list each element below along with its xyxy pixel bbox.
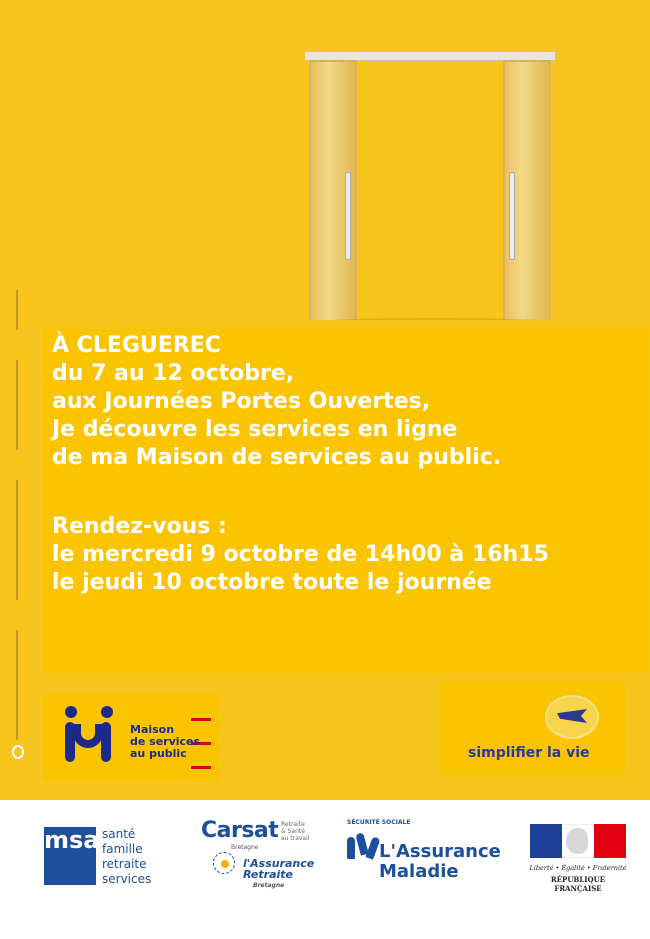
appointments-title: Rendez-vous :: [52, 514, 227, 539]
msa-word: retraite: [102, 857, 147, 871]
la-poste-bird-icon: [545, 695, 599, 739]
partner-logos-footer: [0, 800, 650, 939]
carsat-sub-1: Retraite: [281, 821, 305, 828]
open-doors-illustration: [305, 52, 565, 327]
side-text-line: [16, 480, 18, 600]
right-door-handle: [509, 172, 515, 260]
appointments: [52, 513, 549, 597]
am-retraite-2: Retraite: [243, 868, 293, 881]
msap-people-icon: [63, 704, 119, 768]
event-name: aux Journées Portes Ouvertes,: [52, 389, 431, 414]
am-line-2: Maladie: [379, 861, 459, 882]
french-flag-icon: [530, 824, 626, 858]
side-text-line: [16, 630, 18, 740]
msa-logo: [44, 827, 164, 887]
msap-line-2: de services: [130, 735, 201, 748]
side-text-line: [16, 290, 18, 330]
flag-red: [594, 824, 626, 858]
side-text-line: [16, 360, 18, 450]
msa-word: santé: [102, 827, 136, 841]
flag-line-red: [191, 766, 211, 769]
msa-words: [102, 827, 151, 887]
carsat-region: Bretagne: [231, 844, 259, 851]
msap-bar-center: [73, 724, 103, 748]
am-retraite-1: l'Assurance: [243, 857, 315, 870]
msap-logo: [43, 694, 219, 781]
carsat-subtitle: [281, 821, 309, 842]
event-location: À CLEGUEREC: [52, 333, 221, 358]
msap-head-left: [65, 706, 77, 718]
event-dates: du 7 au 12 octobre,: [52, 361, 295, 386]
carsat-sub-2: & Santé: [281, 828, 305, 835]
am-line-1: L'Assurance: [379, 841, 501, 862]
left-door-handle: [345, 172, 351, 260]
event-details: [52, 332, 501, 472]
side-legal-text: [14, 280, 26, 800]
carsat-sub-3: au travail: [281, 835, 310, 842]
right-door: [503, 60, 551, 322]
bird-shape: [557, 709, 587, 723]
event-text-panel: [43, 328, 649, 673]
securite-sociale-text: SÉCURITÉ SOCIALE: [347, 819, 411, 826]
assurance-retraite-text: [243, 858, 314, 891]
assurance-maladie-logo: [335, 817, 501, 897]
msap-name: [130, 724, 200, 760]
msap-head-right: [101, 706, 113, 718]
people-figures-icon: [345, 831, 381, 861]
republique-francaise-logo: [528, 824, 628, 893]
republic-motto: Liberté • Égalité • Fraternité: [529, 864, 627, 872]
header-illustration: [0, 0, 650, 320]
carsat-name: Carsat: [201, 818, 279, 843]
marianne-profile: [566, 828, 588, 854]
flag-line-red: [191, 718, 211, 721]
republic-name: RÉPUBLIQUE FRANÇAISE: [550, 875, 606, 893]
event-discover-2: de ma Maison de services au public.: [52, 445, 502, 470]
left-door: [309, 60, 357, 322]
appointment-thursday: le jeudi 10 octobre toute le journée: [52, 570, 492, 595]
la-poste-slogan: simplifier la vie: [468, 745, 590, 761]
figure: [347, 837, 355, 859]
msa-word: services: [102, 872, 152, 886]
appointment-wednesday: le mercredi 9 octobre de 14h00 à 16h15: [52, 542, 549, 567]
flag-blue: [530, 824, 562, 858]
assurance-maladie-name: [379, 842, 501, 882]
side-logo-icon: [12, 745, 24, 759]
msa-word: famille: [102, 842, 143, 856]
carsat-logo: [201, 818, 315, 896]
retraite-icon: [213, 852, 235, 874]
am-retraite-3: Bretagne: [253, 882, 285, 889]
msa-mark: msa: [44, 827, 96, 885]
event-discover: Je découvre les services en ligne: [52, 417, 458, 442]
la-poste-logo: [440, 681, 625, 775]
msap-line-1: Maison: [130, 723, 175, 736]
msap-line-3: au public: [130, 747, 187, 760]
